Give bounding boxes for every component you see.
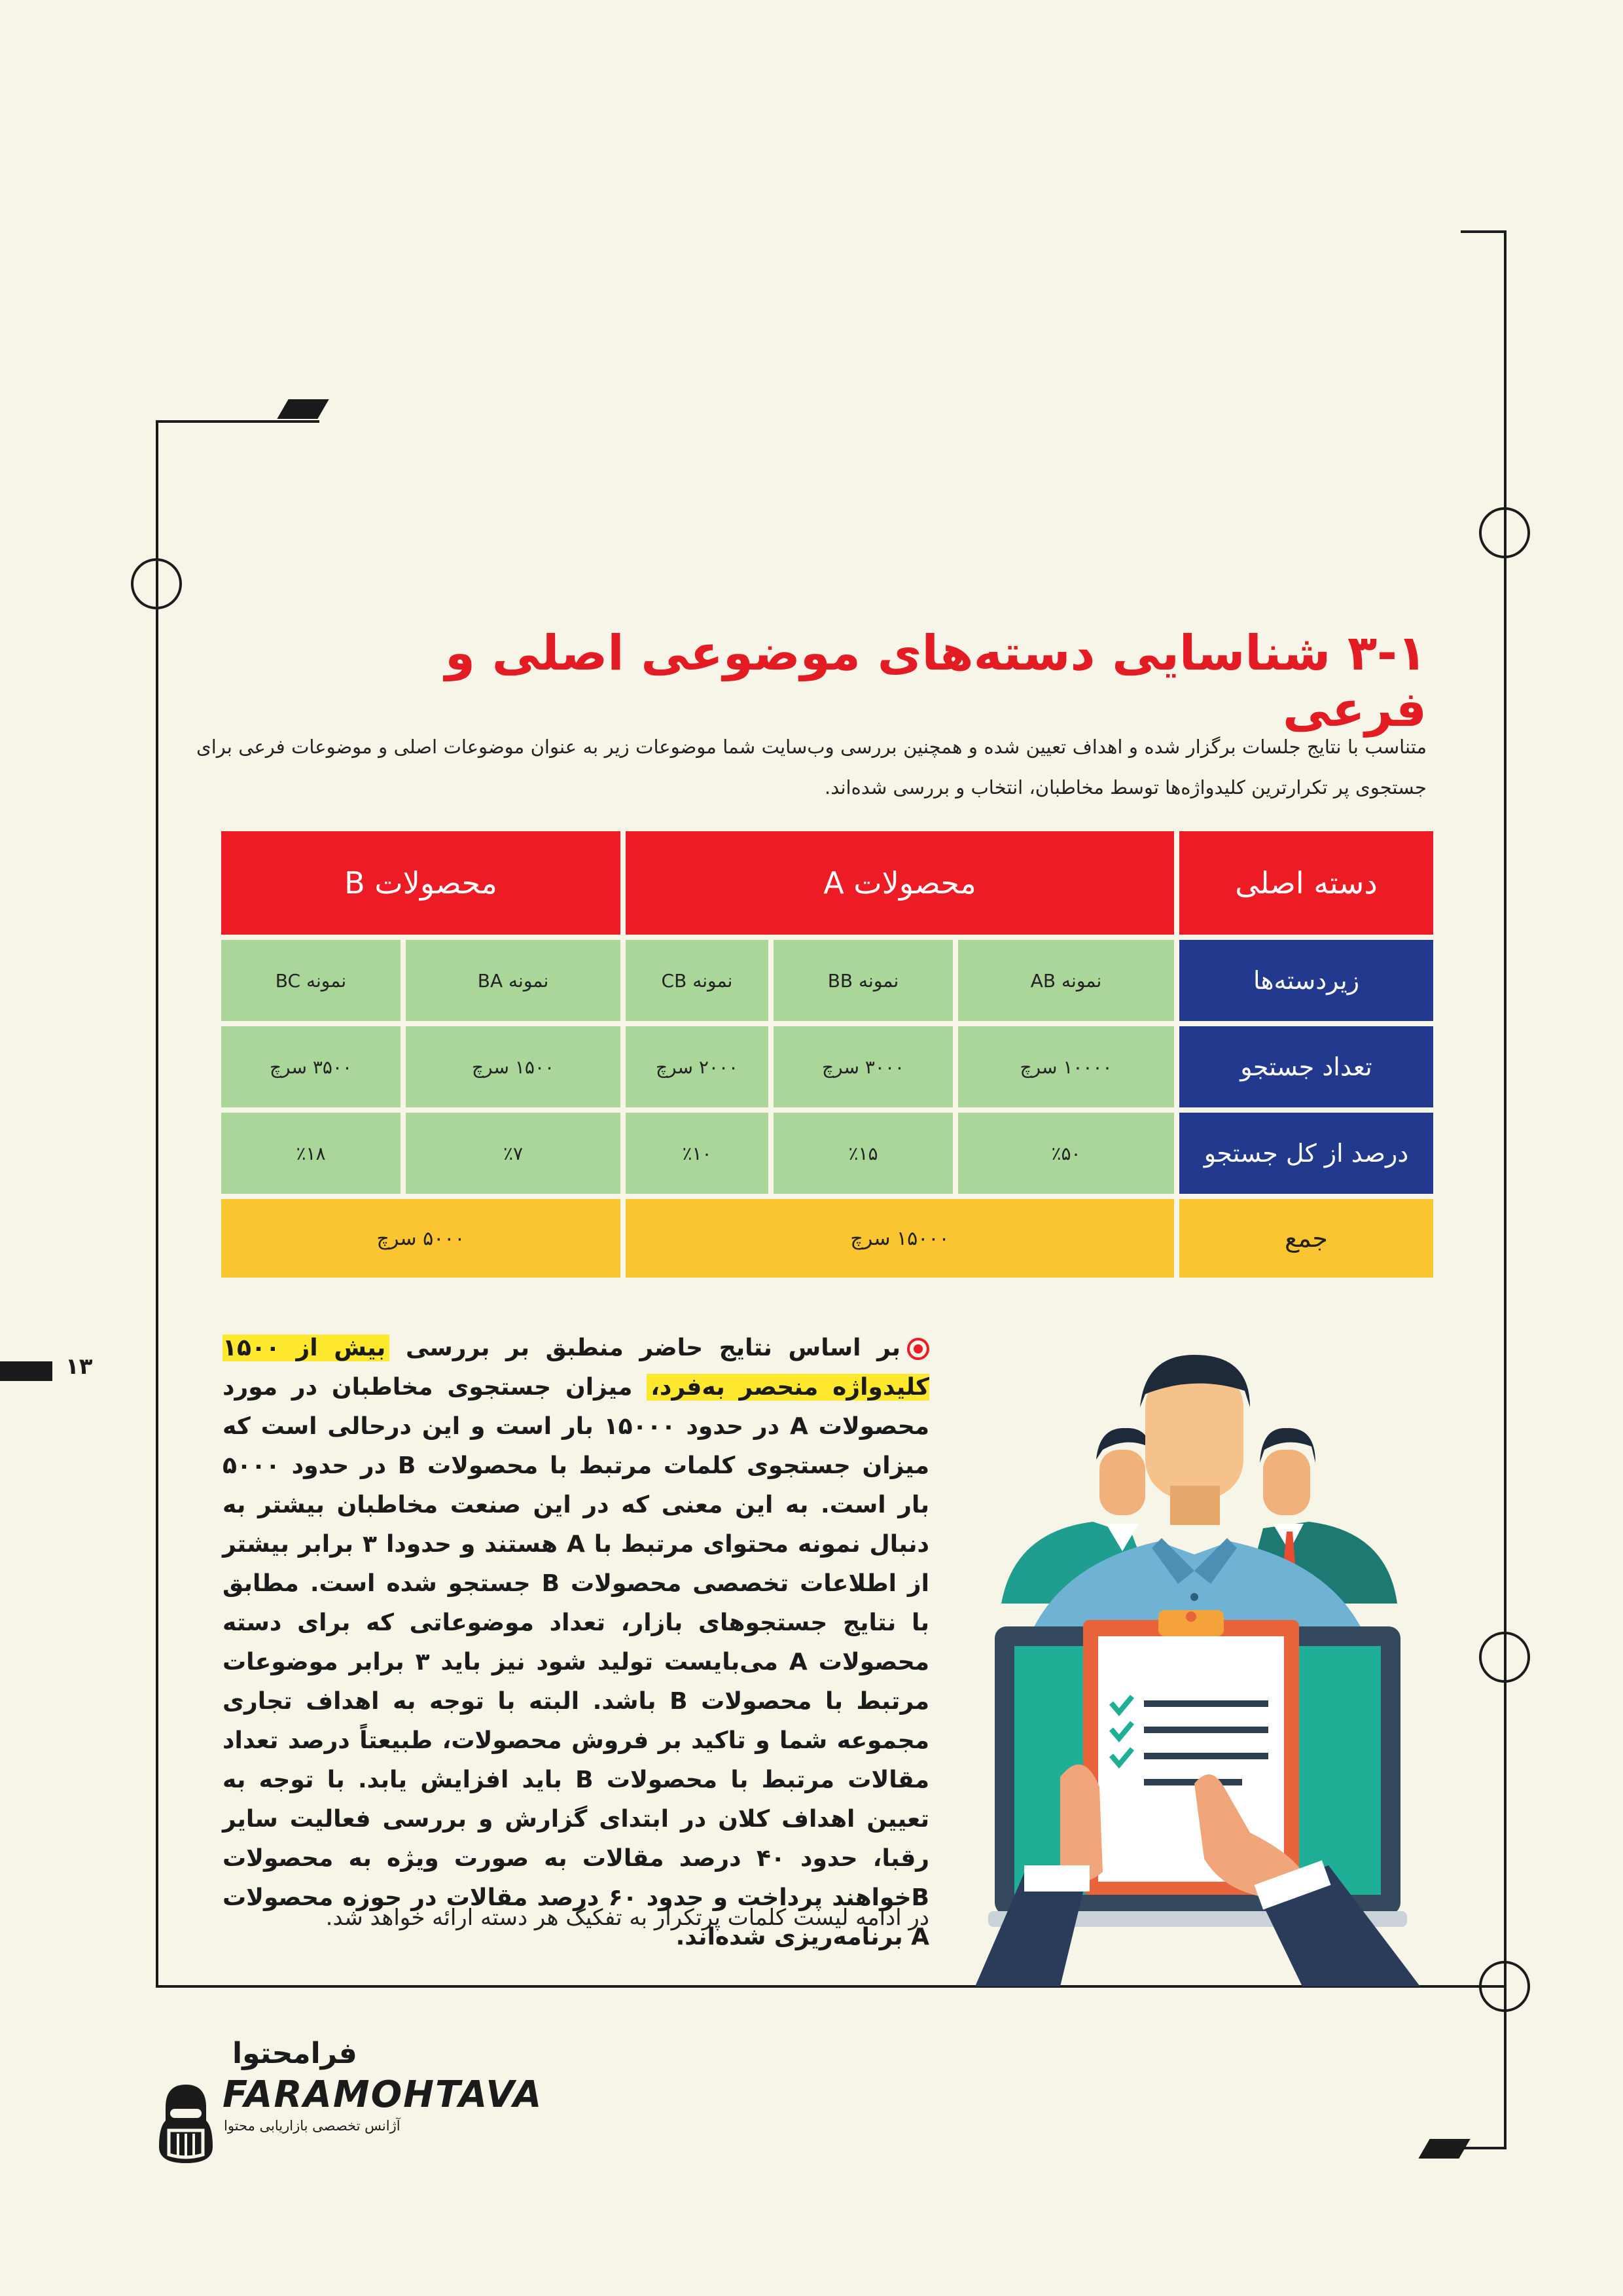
search-count-cell: ۳۰۰۰ سرچ (774, 1026, 953, 1107)
outro-paragraph: در ادامه لیست کلمات پرتکرار به تفکیک هر دسته ارائه خواهد شد. (325, 1905, 929, 1931)
intro-paragraph: متناسب با نتایج جلسات برگزار شده و اهداف تعیین شده و همچنین بررسی وب‌سایت شما موضوعات زیر به عنوان موضوعات اصلی و موضوعات فرعی برای جستجوی پر تکرارترین کلیدواژه‌ها توسط مخاطبان، انتخاب و بررسی شده‌اند. (196, 736, 1427, 798)
subcat-cell: نمونه CB (626, 940, 768, 1021)
frame-bottom-slash (1418, 2139, 1470, 2159)
percent-cell: ٪۵۰ (958, 1113, 1174, 1194)
frame-left-vertical (156, 420, 158, 1988)
page-number-bar (0, 1361, 52, 1381)
search-count-cell: ۳۵۰۰ سرچ (221, 1026, 401, 1107)
total-products-a: ۱۵۰۰۰ سرچ (626, 1199, 1174, 1278)
percent-cell: ٪۷ (406, 1113, 620, 1194)
row-label-total: جمع (1179, 1199, 1433, 1278)
logo-latin-name: FARAMOHTAVA (223, 2073, 543, 2116)
header-products-b: محصولات B (221, 831, 620, 935)
body-highlight: بیش از ۱۵۰۰ کلیدواژه منحصر به‌فرد، (223, 1335, 929, 1401)
subcat-cell: نمونه AB (958, 940, 1174, 1021)
percent-cell: ٪۱۰ (626, 1113, 768, 1194)
search-count-cell: ۱۰۰۰۰ سرچ (958, 1026, 1174, 1107)
total-products-b: ۵۰۰۰ سرچ (221, 1199, 620, 1278)
percent-cell: ٪۱۸ (221, 1113, 401, 1194)
logo-persian-name: فرامحتوا (232, 2037, 357, 2070)
header-products-a: محصولات A (626, 831, 1174, 935)
frame-ring-right-bottom (1479, 1961, 1530, 2012)
body-rest: میزان جستجوی مخاطبان در مورد محصولات A در حدود ۱۵۰۰۰ بار است و این درحالی است که میزان جستجوی کلمات مرتبط با محصولات B در حدود ۵۰۰۰ بار است. به این معنی که در این صنعت مخاطبان بیشتر به دنبال نمونه محتوای مرتبط با A هستند و حدودا ۳ برابر بیشتر از اطلاعات تخصصی محصولات B جستجو شده است. مطابق با نتایج جستجوهای بازار، تعداد موضوعاتی که برای دسته محصولات A می‌بایست تولید شود نیز باید ۳ برابر موضوعات مرتبط با محصولات B باشد. البته با توجه به اهداف تجاری مجموعه شما و تاکید بر فروش محصولات، طبیعتاً درصد تعداد مقالات مرتبط با محصولات B باید افزایش یابد. با توجه به تعیین اهداف کلان در ابتدای گزارش و بررسی فعالیت سایر رقبا، حدود ۴۰ درصد مقالات به صورت ویژه به محصولات Bخواهند پرداخت و حدود ۶۰ درصد مقالات در حوزه محصولات A برنامه‌ریزی شده‌اند. (223, 1374, 930, 1950)
frame-ring-left (131, 558, 182, 609)
frame-top-horizontal (156, 420, 319, 423)
body-lead: بر اساس نتایج حاضر منطبق بر بررسی (405, 1335, 901, 1361)
header-main-category: دسته اصلی (1179, 831, 1433, 935)
row-label-search-count: تعداد جستجو (1179, 1026, 1433, 1107)
row-label-percent: درصد از کل جستجو (1179, 1113, 1433, 1194)
frame-top-slash (277, 399, 329, 419)
search-count-cell: ۲۰۰۰ سرچ (626, 1026, 768, 1107)
frame-ring-right-top (1479, 507, 1530, 558)
body-paragraph (223, 1329, 929, 1957)
percent-cell: ٪۱۵ (774, 1113, 953, 1194)
subcat-cell: نمونه BB (774, 940, 953, 1021)
category-table (221, 831, 1433, 1278)
subcat-cell: نمونه BC (221, 940, 401, 1021)
page-number: ۱۳ (65, 1354, 93, 1380)
brand-logo-icon (156, 2081, 216, 2166)
team-checklist-illustration (962, 1355, 1433, 1986)
row-label-subcategories: زیردسته‌ها (1179, 940, 1433, 1021)
frame-right-top-stub (1461, 230, 1507, 233)
subcat-cell: نمونه BA (406, 940, 620, 1021)
logo-tagline: آژانس تخصصی بازاریابی محتوا (224, 2118, 401, 2134)
section-title: ۳-۱ شناسایی دسته‌های موضوعی اصلی و فرعی (444, 625, 1427, 738)
search-count-cell: ۱۵۰۰ سرچ (406, 1026, 620, 1107)
frame-ring-right-middle (1479, 1632, 1530, 1683)
record-bullet-icon (907, 1338, 929, 1360)
